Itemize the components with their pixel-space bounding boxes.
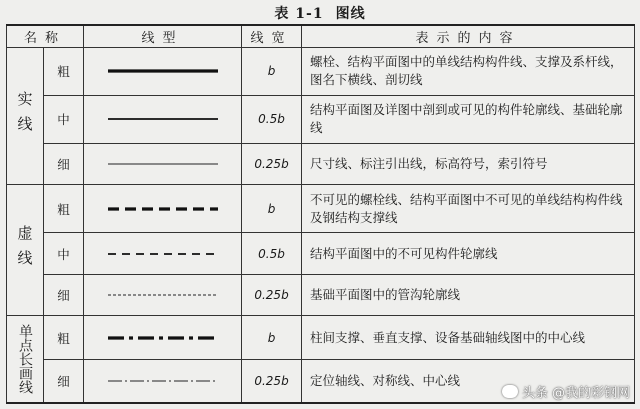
watermark-text: 头条 @我的彩钢网 xyxy=(521,386,630,401)
header-line-type: 线型 xyxy=(84,25,242,47)
desc-cell: 柱间支撑、垂直支撑、设备基础轴线图中的中心线 xyxy=(302,316,635,360)
header-content: 表示的内容 xyxy=(302,25,635,47)
line-sample-solid-thin xyxy=(84,143,242,184)
header-name: 名称 xyxy=(7,25,84,47)
group-solid: 实线 xyxy=(7,47,44,184)
line-sample-dashed-thick xyxy=(84,185,242,233)
table-row xyxy=(7,316,635,360)
desc-cell: 结构平面图及详图中剖到或可见的构件轮廓线、基础轮廓线 xyxy=(302,95,635,143)
table-title xyxy=(0,3,640,23)
table-number: 表 1-1 xyxy=(274,6,324,22)
table-row xyxy=(7,233,635,274)
width-cell: 0.25b xyxy=(242,143,302,184)
table-row xyxy=(7,143,635,184)
weight-cell: 粗 xyxy=(44,185,84,233)
line-sample-solid-medium xyxy=(84,95,242,143)
width-cell: b xyxy=(242,185,302,233)
width-cell: 0.5b xyxy=(242,95,302,143)
width-cell: 0.25b xyxy=(242,274,302,315)
line-sample-dashed-medium xyxy=(84,233,242,274)
table-row xyxy=(7,185,635,233)
watermark xyxy=(502,382,630,401)
table-row xyxy=(7,95,635,143)
line-sample-solid-thick xyxy=(84,47,242,95)
desc-cell: 尺寸线、标注引出线，标高符号，索引符号 xyxy=(302,143,635,184)
weight-cell: 细 xyxy=(44,143,84,184)
weight-cell: 细 xyxy=(44,274,84,315)
table-row xyxy=(7,47,635,95)
desc-cell: 螺栓、结构平面图中的单线结构构件线、支撑及系杆线，图名下横线、剖切线 xyxy=(302,47,635,95)
desc-cell: 结构平面图中的不可见构件轮廓线 xyxy=(302,233,635,274)
line-sample-dashdot-thick xyxy=(84,316,242,360)
desc-cell: 基础平面图中的管沟轮廓线 xyxy=(302,274,635,315)
desc-cell: 定位轴线、对称线、中心线 xyxy=(302,359,635,403)
weight-cell: 中 xyxy=(44,233,84,274)
weight-cell: 中 xyxy=(44,95,84,143)
table-name: 图线 xyxy=(335,6,366,22)
line-sample-dashdot-thin xyxy=(84,359,242,403)
header-line-width: 线宽 xyxy=(242,25,302,47)
weight-cell: 粗 xyxy=(44,316,84,360)
line-sample-dashed-thin xyxy=(84,274,242,315)
width-cell: b xyxy=(242,47,302,95)
width-cell: 0.5b xyxy=(242,233,302,274)
wechat-icon xyxy=(502,385,518,398)
desc-cell: 不可见的螺栓线、结构平面图中不可见的单线结构构件线及钢结构支撑线 xyxy=(302,185,635,233)
group-dash-dot: 单点长画线 xyxy=(7,316,44,403)
line-types-table xyxy=(6,24,635,404)
weight-cell: 粗 xyxy=(44,47,84,95)
width-cell: 0.25b xyxy=(242,359,302,403)
group-dashed: 虚线 xyxy=(7,185,44,316)
header-row xyxy=(7,25,635,47)
weight-cell: 细 xyxy=(44,359,84,403)
table-row xyxy=(7,274,635,315)
width-cell: b xyxy=(242,316,302,360)
